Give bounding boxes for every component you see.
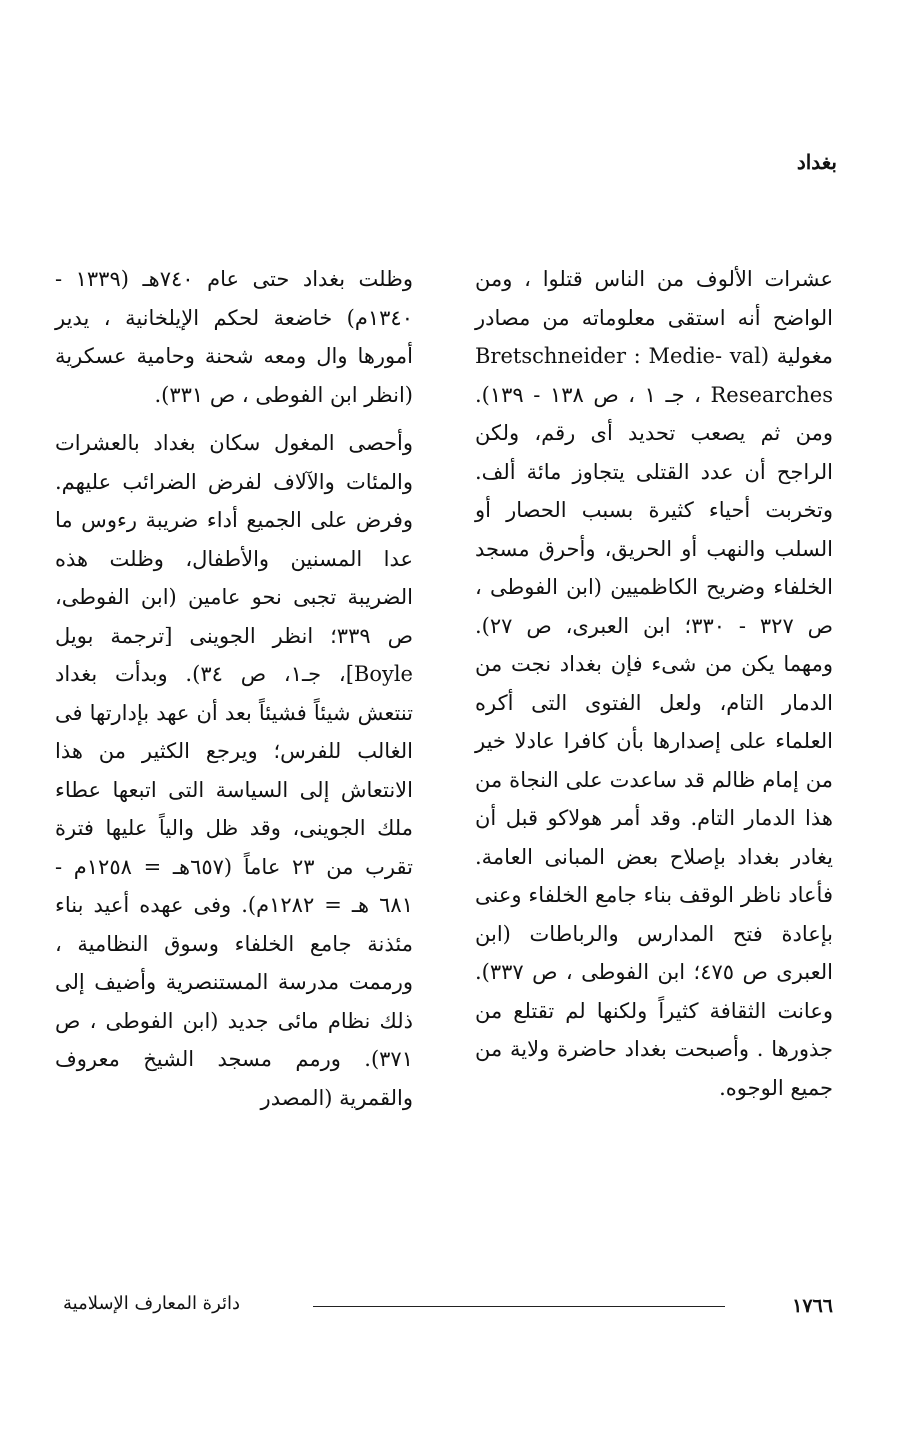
right-column xyxy=(475,260,833,1107)
running-header: بغداد xyxy=(796,150,837,174)
paragraph: وظلت بغداد حتى عام ٧٤٠هـ (١٣٣٩ - ١٣٤٠م) خاضعة لحكم الإيلخانية ، يدير أمورها وال ومعه شحنة وحامية عسكرية (انظر ابن الفوطى ، ص ٣٣١). xyxy=(55,267,413,407)
left-column xyxy=(55,260,413,1117)
footer-divider xyxy=(313,1306,725,1307)
journal-title: دائرة المعارف الإسلامية xyxy=(63,1293,241,1314)
paragraph: عشرات الألوف من الناس قتلوا ، ومن الواضح أنه استقى معلوماته من مصادر مغولية (Bretschneider : Medie- val Researches ، جـ ١ ، ص ١٣٨ - ١٣٩). ومن ثم يصعب تحديد أى رقم، ولكن الراجح أن عدد القتلى يتجاوز مائة ألف. وتخربت أحياء كثيرة بسبب الحصار أو السلب والنهب أو الحريق، وأحرق مسجد الخلفاء وضريح الكاظميين (ابن الفوطى ، ص ٣٢٧ - ٣٣٠؛ ابن العبرى، ص ٢٧). ومهما يكن من شىء فإن بغداد نجت من الدمار التام، ولعل الفتوى التى أكره العلماء على إصدارها بأن كافرا عادلا خير من إمام ظالم قد ساعدت على النجاة من هذا الدمار التام. وقد أمر هولاكو قبل أن يغادر بغداد بإصلاح بعض المبانى العامة. فأعاد ناظر الوقف بناء جامع الخلفاء وعنى بإعادة فتح المدارس والرباطات (ابن العبرى ص ٤٧٥؛ ابن الفوطى ، ص ٣٣٧). وعانت الثقافة كثيراً ولكنها لم تقتلع من جذورها . وأصبحت بغداد حاضرة ولاية من جميع الوجوه. xyxy=(475,267,833,1100)
paragraph: وأحصى المغول سكان بغداد بالعشرات والمئات والآلاف لفرض الضرائب عليهم. وفرض على الجميع أداء ضريبة رءوس ما عدا المسنين والأطفال، وظلت هذه الضريبة تجبى نحو عامين (ابن الفوطى، ص ٣٣٩؛ انظر الجوينى [ترجمة بويل Boyle]، جـ١، ص ٣٤). وبدأت بغداد تنتعش شيئاً فشيئاً بعد أن عهد بإدارتها فى الغالب للفرس؛ ويرجع الكثير من هذا الانتعاش إلى السياسة التى اتبعها عطاء ملك الجوينى، وقد ظل والياً عليها فترة تقرب من ٢٣ عاماً (٦٥٧هـ = ١٢٥٨م - ٦٨١ هـ = ١٢٨٢م). وفى عهده أعيد بناء مئذنة جامع الخلفاء وسوق النظامية ، ورممت مدرسة المستنصرية وأضيف إلى ذلك نظام مائى جديد (ابن الفوطى ، ص ٣٧١). ورمم مسجد الشيخ معروف والقمرية (المصدر xyxy=(55,431,413,1110)
page-footer xyxy=(63,1292,833,1322)
page-number: ١٧٦٦ xyxy=(792,1295,833,1317)
